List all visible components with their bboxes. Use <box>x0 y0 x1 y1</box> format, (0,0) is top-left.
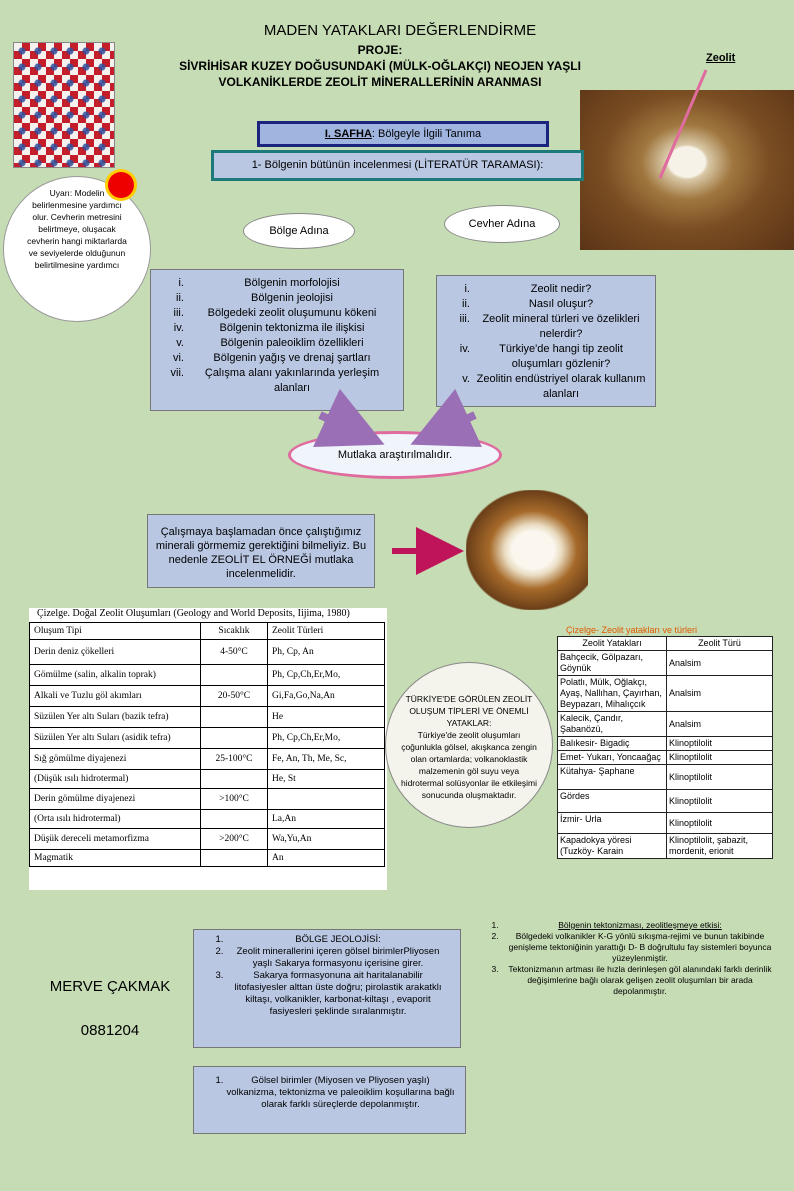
project-title <box>120 42 640 90</box>
list-item: iii. Zeolit mineral türleri ve özelikleri nelerdir? <box>473 312 649 342</box>
table-cell: Kalecik, Çandır, Şabanözü, <box>558 712 667 737</box>
decorative-pattern-image <box>13 42 115 168</box>
table-cell: Polatlı, Mülk, Oğlakçı, Ayaş, Nallıhan, Çayırhan, Beypazarı, Mihalıçcık <box>558 676 667 712</box>
list-item: ii. Nasıl oluşur? <box>473 297 649 312</box>
caption-rest: Zeolit yatakları ve türleri <box>599 625 698 635</box>
zeolite-rock-photo <box>580 90 794 250</box>
table-cell: La,An <box>268 810 385 829</box>
table-cell: Emet- Yukarı, Yoncaağaç <box>558 751 667 765</box>
caption-colored: Çizelge- <box>566 625 600 635</box>
table-cell: Klinoptilolit, şabazit, mordenit, erionit <box>667 834 773 859</box>
table-row <box>558 751 773 765</box>
table-cell: Süzülen Yer altı Suları (bazik tefra) <box>30 707 201 728</box>
warning-bubble: Uyarı: Modelin belirlenmesine yardımcı olur. Cevherin metresini belirtmeye, oluşacak cevherin hangi miktarlarda ve seviyelerde olduğunun belirtilmesine yardımcı <box>3 176 151 322</box>
table-row <box>30 707 385 728</box>
table-cell: >100°C <box>201 789 268 810</box>
table-cell <box>268 789 385 810</box>
safha-bold: I. SAFHA <box>324 128 372 140</box>
table-header: Oluşum Tipi <box>30 623 201 640</box>
list-item: 2. Bölgedeki volkanikler K-G yönlü sıkışma-rejimi ve bunun takibinde genişleme tektoniğinin yarattığı D- B doğrultulu fay sistemleri boyunca yüzeylenmiştir. <box>501 931 779 964</box>
table-cell: 4-50°C <box>201 640 268 665</box>
table-cell: Wa,Yu,An <box>268 829 385 850</box>
table-row <box>558 790 773 813</box>
natural-zeolite-table <box>29 608 387 890</box>
table-cell: İzmir- Urla <box>558 813 667 834</box>
table-cell: Derin deniz çökelleri <box>30 640 201 665</box>
table-row <box>558 712 773 737</box>
safha-rest: : Bölgeyle İlgili Tanıma <box>371 128 482 140</box>
table-header: Zeolit Yatakları <box>558 637 667 651</box>
table-cell: He <box>268 707 385 728</box>
author-name: MERVE ÇAKMAK <box>49 978 171 995</box>
table-cell: An <box>268 850 385 867</box>
table-header-row <box>30 623 385 640</box>
project-label: PROJE: <box>357 43 403 57</box>
deposits-table-caption <box>566 625 697 635</box>
table-row <box>30 749 385 770</box>
table-cell: Ph, Cp,Ch,Er,Mo, <box>268 728 385 749</box>
table-cell: Klinoptilolit <box>667 765 773 790</box>
page-title: MADEN YATAKLARI DEĞERLENDİRME <box>263 22 537 39</box>
zeolit-label: Zeolit <box>706 52 736 64</box>
list-item: vii. Çalışma alanı yakınlarında yerleşim alanları <box>187 366 397 396</box>
table-caption: Çizelge. Doğal Zeolit Oluşumları (Geology and World Deposits, Iijima, 1980) <box>37 608 350 619</box>
table-cell: (Düşük ısılı hidrotermal) <box>30 770 201 789</box>
turkey-deposits-table <box>557 636 773 859</box>
list-item <box>501 920 779 931</box>
table-cell: Gördes <box>558 790 667 813</box>
list-item: 1. Gölsel birimler (Miyosen ve Pliyosen yaşlı) volkanizma, tektonizma ve paleoiklim koşullarına bağlı olarak farklı süreçlerde depolanmıştır. <box>226 1075 455 1111</box>
table-cell: Klinoptilolit <box>667 751 773 765</box>
tectonics-heading: Bölgenin tektonizması, zeolitleşmeye etkisi: <box>558 920 722 930</box>
table-header: Zeolit Türleri <box>268 623 385 640</box>
region-oval: Bölge Adına <box>243 213 355 249</box>
table-cell: Bahçecik, Gölpazarı, Göynük <box>558 651 667 676</box>
tectonics-notes <box>479 920 779 1040</box>
table-header: Zeolit Türü <box>667 637 773 651</box>
list-item: iii. Bölgedeki zeolit oluşumunu kökeni <box>187 306 397 321</box>
table-cell: Balıkesir- Bigadiç <box>558 737 667 751</box>
table-cell: He, St <box>268 770 385 789</box>
table-cell: 20-50°C <box>201 686 268 707</box>
table-cell: Derin gömülme diyajenezi <box>30 789 201 810</box>
table-cell: Fe, An, Th, Me, Sc, <box>268 749 385 770</box>
must-research-oval: Mutlaka araştırılmalıdır. <box>288 431 502 479</box>
table-cell: Analsim <box>667 712 773 737</box>
list-item: v. Bölgenin paleoiklim özellikleri <box>187 336 397 351</box>
table-cell <box>201 770 268 789</box>
table-row <box>30 810 385 829</box>
table-cell: Magmatik <box>30 850 201 867</box>
list-item: 1. BÖLGE JEOLOJİSİ: <box>226 934 450 946</box>
table-cell: Ph, Cp,Ch,Er,Mo, <box>268 665 385 686</box>
table-row <box>30 686 385 707</box>
table-cell <box>201 810 268 829</box>
table-cell: Klinoptilolit <box>667 813 773 834</box>
bubble-body: Türkiye'de zeolit oluşumları çoğunlukla gölsel, akışkanca zengin olan ortamlarda; volkanoklastik malzemenin göl suyu veya hidrotermal solüsyonlar ile etkileşimi sonucunda oluşmaktadır. <box>400 730 538 800</box>
safha-banner <box>257 121 549 147</box>
table-cell: Analsim <box>667 676 773 712</box>
table-row <box>558 813 773 834</box>
literature-bar: 1- Bölgenin bütünün incelenmesi (LİTERATÜR TARAMASI): <box>211 150 584 181</box>
table-cell <box>201 850 268 867</box>
table-cell: Gömülme (salin, alkalin toprak) <box>30 665 201 686</box>
ore-topics-box <box>436 275 656 407</box>
table-row <box>558 737 773 751</box>
list-item: vi. Bölgenin yağış ve drenaj şartları <box>187 351 397 366</box>
table-row <box>30 829 385 850</box>
table-row <box>30 640 385 665</box>
table-row <box>30 770 385 789</box>
table-cell: Kütahya- Şaphane <box>558 765 667 790</box>
table-cell <box>201 665 268 686</box>
table-header: Sıcaklık <box>201 623 268 640</box>
table-cell: Sığ gömülme diyajenezi <box>30 749 201 770</box>
ore-oval: Cevher Adına <box>444 205 560 243</box>
author-block <box>30 972 190 1046</box>
list-item: 3. Sakarya formasyonuna ait haritalanabilir litofasiyesler alttan üste doğru; pirolastik arakatklı kiltaşı, volkanikler, karbonat-kiltaşı , evaporit fasiyesleri şeklinde sıralanmıştır. <box>226 970 450 1018</box>
project-line-2: VOLKANİKLERDE ZEOLİT MİNERALLERİNİN ARANMASI <box>218 75 542 89</box>
table-cell: Ph, Cp, An <box>268 640 385 665</box>
table-row <box>558 676 773 712</box>
table-row <box>558 834 773 859</box>
list-item: iv. Bölgenin tektonizma ile ilişkisi <box>187 321 397 336</box>
table-row <box>30 728 385 749</box>
list-item: ii. Bölgenin jeolojisi <box>187 291 397 306</box>
region-geology-box <box>193 929 461 1048</box>
list-item: 2. Zeolit minerallerini içeren gölsel birimlerPliyosen yaşlı Sakarya formasyonu içerisine girer. <box>226 946 450 970</box>
table-cell: >200°C <box>201 829 268 850</box>
table-cell: Süzülen Yer altı Suları (asidik tefra) <box>30 728 201 749</box>
zeolite-hand-sample-photo <box>466 490 588 610</box>
list-item: 3. Tektonizmanın artması ile hızla derinleşen göl alanındaki farklı derinlik değişimlerine bağlı olarak gelişen zeolit oluşumları bir arada depolanmıştır. <box>501 964 779 997</box>
region-topics-box <box>150 269 404 411</box>
table-header-row <box>558 637 773 651</box>
table-cell: Düşük dereceli metamorfizma <box>30 829 201 850</box>
list-item: i. Bölgenin morfolojisi <box>187 276 397 291</box>
hand-sample-note: Çalışmaya başlamadan önce çalıştığımız minerali görmemiz gerektiğini bilmeliyiz. Bu nedenle ZEOLİT EL ÖRNEĞİ mutlaka incelenmelidir. <box>147 514 375 588</box>
table-row <box>30 665 385 686</box>
table-cell: Gi,Fa,Go,Na,An <box>268 686 385 707</box>
table-row <box>558 651 773 676</box>
table-cell: Alkali ve Tuzlu göl akımları <box>30 686 201 707</box>
lacustrine-units-box <box>193 1066 466 1134</box>
table-cell <box>201 707 268 728</box>
bubble-title: TÜRKİYE'DE GÖRÜLEN ZEOLİT OLUŞUM TİPLERİ VE ÖNEMLİ YATAKLAR: <box>405 694 533 728</box>
table-cell: 25-100°C <box>201 749 268 770</box>
turkey-occurrence-bubble <box>385 662 553 828</box>
project-line-1: SİVRİHİSAR KUZEY DOĞUSUNDAKİ (MÜLK-OĞLAKÇI) NEOJEN YAŞLI <box>179 59 581 73</box>
warning-star-icon <box>108 172 134 198</box>
author-number: 0881204 <box>80 1022 140 1039</box>
table-cell: (Orta ısılı hidrotermal) <box>30 810 201 829</box>
list-item: v. Zeolitin endüstriyel olarak kullanım alanları <box>473 372 649 402</box>
table-row <box>558 765 773 790</box>
table-cell: Klinoptilolit <box>667 790 773 813</box>
table-cell: Klinoptilolit <box>667 737 773 751</box>
table-cell <box>201 728 268 749</box>
table-row <box>30 789 385 810</box>
table-cell: Kapadokya yöresi (Tuzköy- Karain <box>558 834 667 859</box>
list-item: i. Zeolit nedir? <box>473 282 649 297</box>
list-item: iv. Türkiye'de hangi tip zeolit oluşumları gözlenir? <box>473 342 649 372</box>
table-row <box>30 850 385 867</box>
table-cell: Analsim <box>667 651 773 676</box>
